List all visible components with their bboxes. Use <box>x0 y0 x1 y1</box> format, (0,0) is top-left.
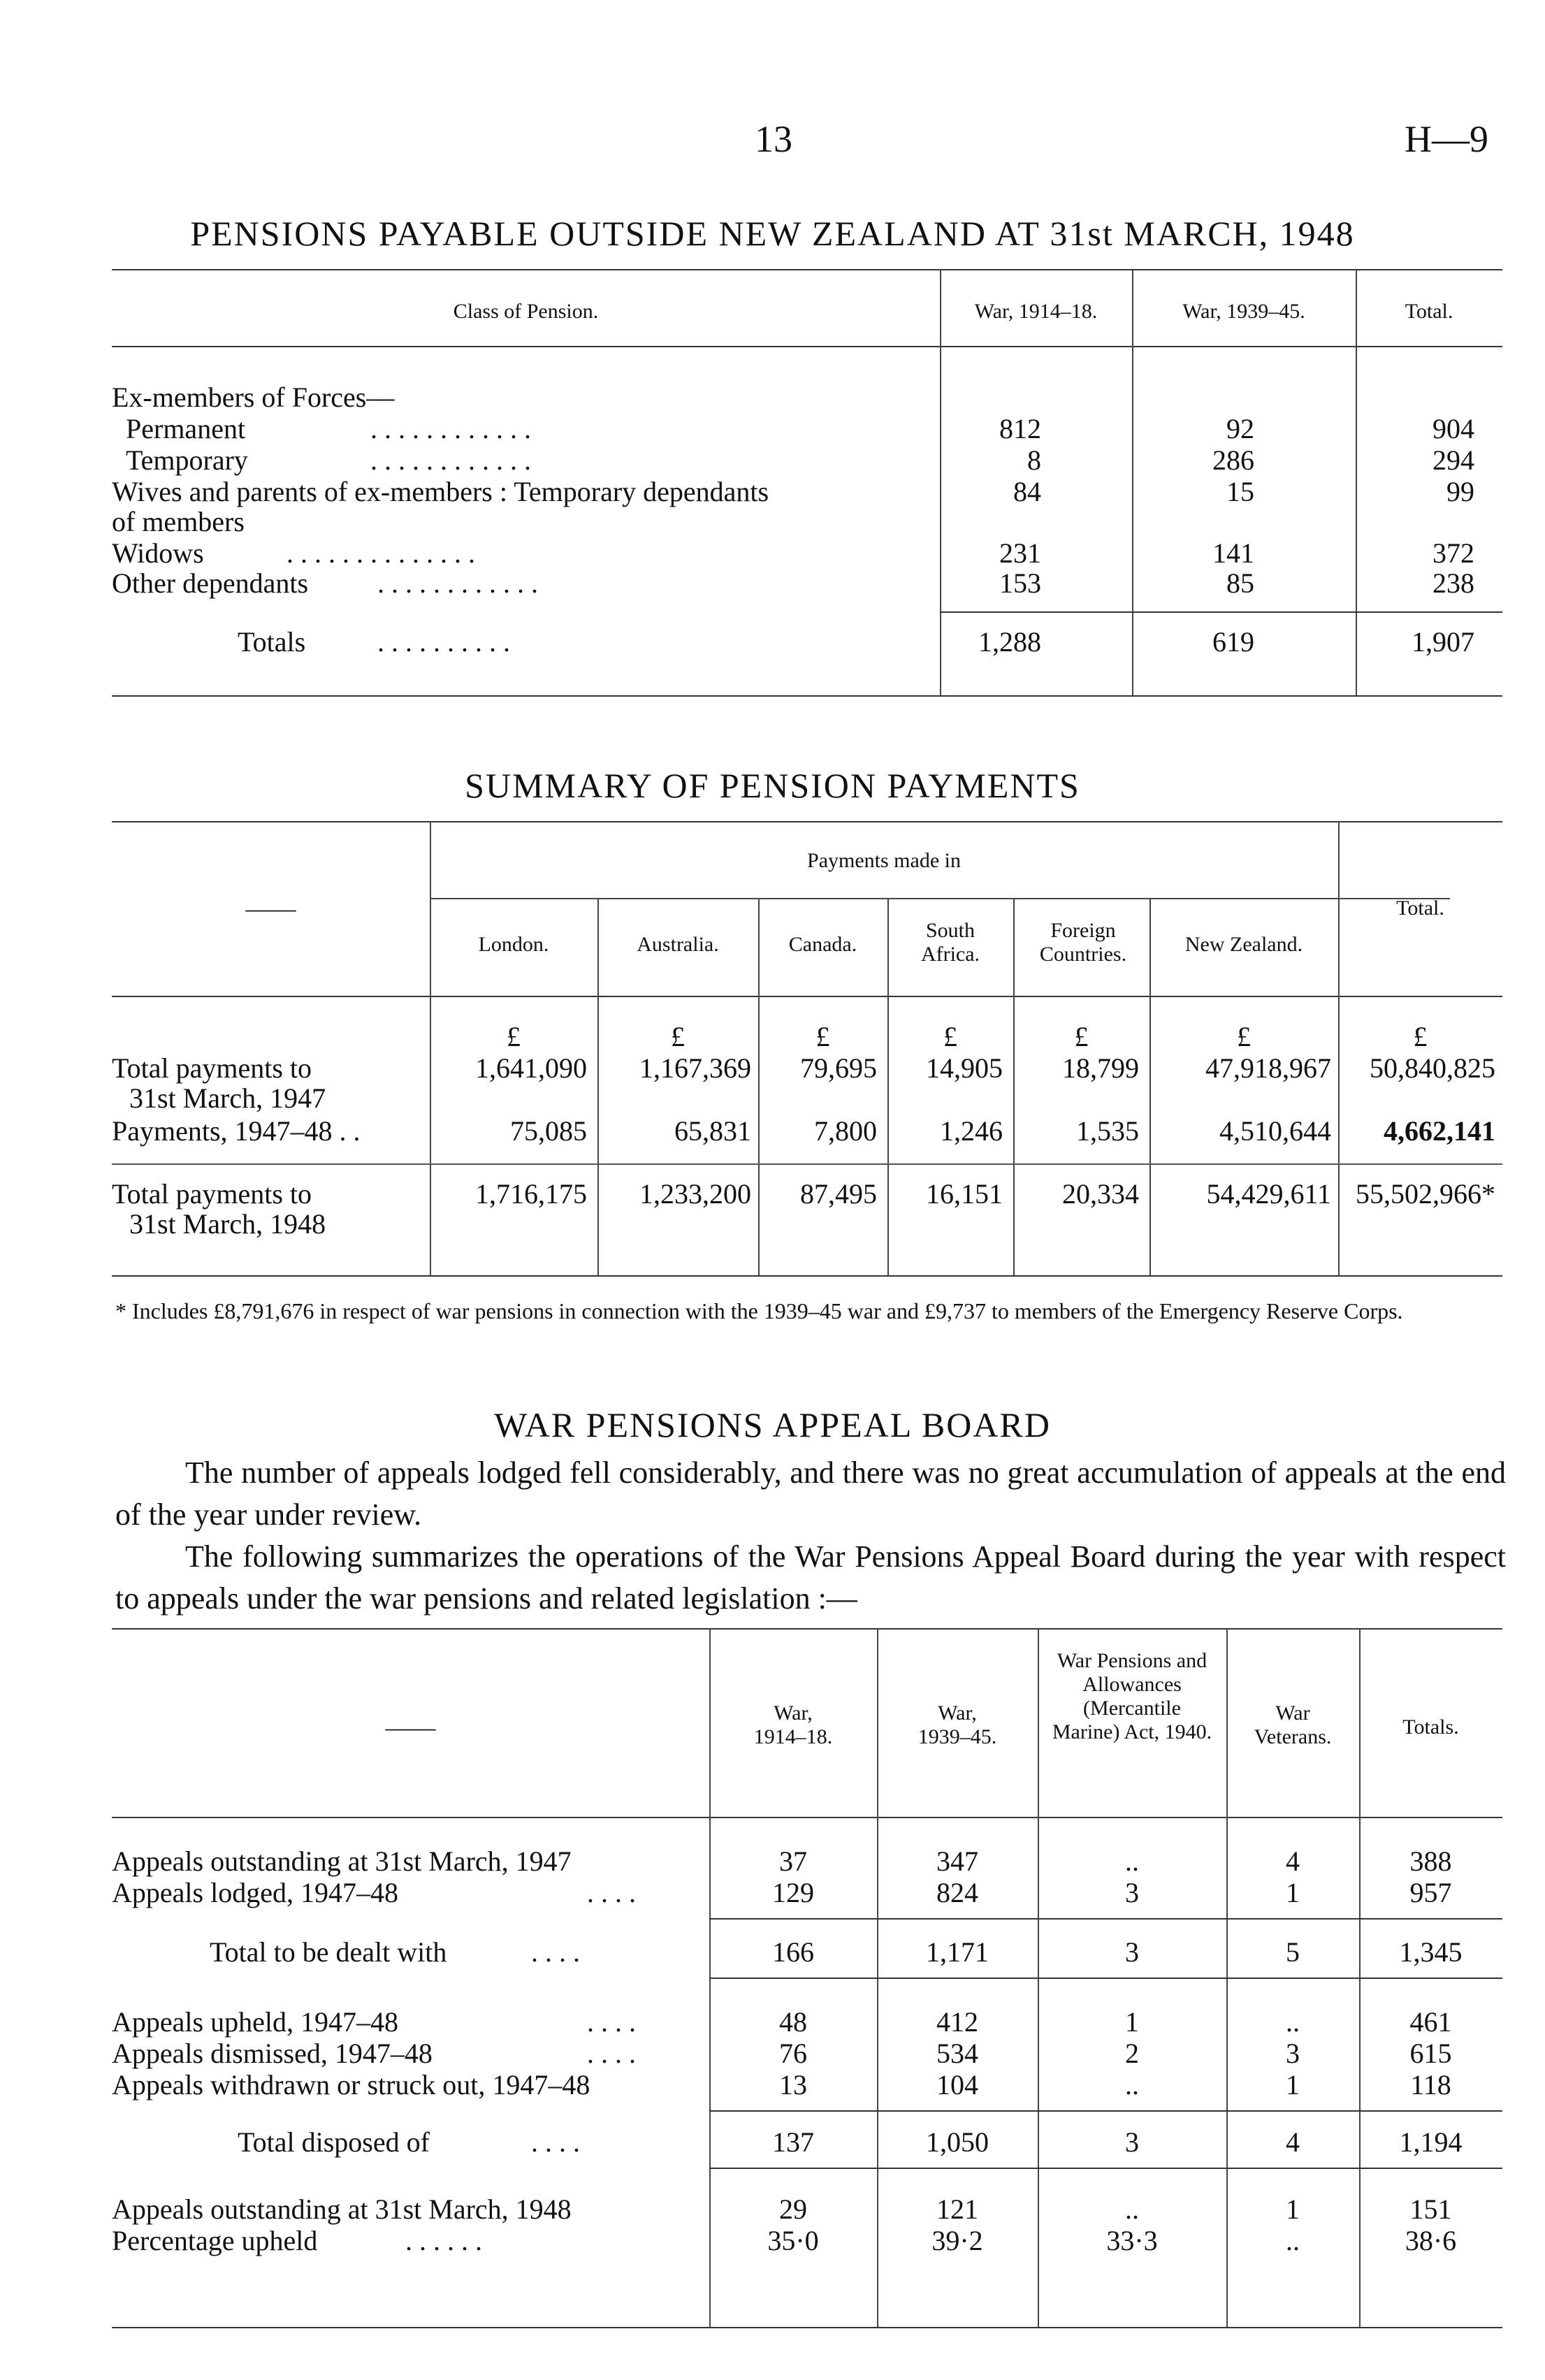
cell: 79,695 <box>800 1052 877 1084</box>
cell: 8 <box>1027 444 1041 476</box>
cell: 92 <box>1226 413 1254 444</box>
row-leader: . . . . . . . . . . . . <box>370 413 531 444</box>
cell: 65,831 <box>674 1115 751 1147</box>
cell: 412 <box>936 2006 978 2038</box>
summary-pension-payments-table <box>112 821 1502 1282</box>
cell: 33·3 <box>1106 2225 1158 2256</box>
cell: 4 <box>1286 2126 1300 2158</box>
cell: 1,907 <box>1412 626 1474 658</box>
col-canada: Canada. <box>788 933 857 956</box>
table2-title: SUMMARY OF PENSION PAYMENTS <box>465 766 1080 805</box>
row-leader: . . . . <box>587 2038 636 2069</box>
row-label-continued: 31st March, 1948 <box>129 1208 326 1240</box>
cell: 54,429,611 <box>1206 1178 1331 1210</box>
cell: 904 <box>1432 413 1474 444</box>
cell: 1,345 <box>1399 1936 1463 1968</box>
cell: 1,288 <box>978 626 1041 658</box>
cell: .. <box>1125 1845 1139 1877</box>
cell: 87,495 <box>800 1178 877 1210</box>
cell: 7,800 <box>814 1115 877 1147</box>
cell: 238 <box>1432 567 1474 599</box>
cell: 85 <box>1226 567 1254 599</box>
cell: 1,194 <box>1399 2126 1463 2158</box>
row-leader: . . . . . . . . . . . . <box>377 567 538 599</box>
row-label: Appeals withdrawn or struck out, 1947–48 <box>112 2069 590 2100</box>
row-leader: . . . . <box>531 2126 580 2158</box>
cell: 4,510,644 <box>1219 1115 1331 1147</box>
row-label: Percentage upheld <box>112 2225 318 2256</box>
row-label: Total payments to <box>112 1052 312 1084</box>
section-title: WAR PENSIONS APPEAL BOARD <box>494 1405 1051 1444</box>
cell: 16,151 <box>926 1178 1003 1210</box>
col-new-zealand: New Zealand. <box>1184 933 1303 956</box>
row-label: Appeals upheld, 1947–48 <box>112 2006 398 2038</box>
col-australia: Australia. <box>637 933 719 956</box>
group-header: Payments made in <box>807 849 961 872</box>
cell: 84 <box>1013 476 1041 507</box>
col-foreign-countries: Foreign Countries. <box>1039 919 1127 966</box>
cell: 534 <box>936 2038 978 2069</box>
cell: 141 <box>1212 537 1254 569</box>
row-leader: . . . . . . . . . . . . <box>370 444 531 476</box>
cell: 615 <box>1409 2038 1452 2069</box>
cell: 1 <box>1286 1877 1300 1908</box>
cell: 1,641,090 <box>475 1052 587 1084</box>
cell: 48 <box>779 2006 807 2038</box>
cell: .. <box>1125 2069 1139 2100</box>
paragraph: The following summarizes the operations of the War Pensions Appeal Board during the year with respect to appeals under the war pensions and related legislation :— <box>115 1539 1506 1616</box>
cell: 153 <box>999 567 1041 599</box>
col-totals: Totals. <box>1402 1715 1459 1739</box>
row-leader: . . . . . . <box>405 2225 482 2256</box>
col-war-1914-18: War, 1914–18. <box>974 300 1098 323</box>
totals-label: Totals <box>238 626 306 658</box>
cell: 18,799 <box>1062 1052 1139 1084</box>
cell: 118 <box>1410 2069 1451 2100</box>
col-south-africa: South Africa. <box>920 919 980 966</box>
row-label: Payments, 1947–48 . . <box>112 1115 361 1147</box>
group-label: Ex-members of Forces— <box>112 382 395 413</box>
cell: 14,905 <box>926 1052 1003 1084</box>
cell: 3 <box>1125 2126 1139 2158</box>
cell: 1,246 <box>940 1115 1003 1147</box>
row-label: Appeals lodged, 1947–48 <box>112 1877 398 1908</box>
row-label: Total payments to <box>112 1178 312 1210</box>
row-label: Permanent <box>126 413 246 444</box>
cell: 1,716,175 <box>475 1178 587 1210</box>
cell: 824 <box>936 1877 978 1908</box>
currency: £ <box>943 1021 957 1052</box>
row-label-continued: of members <box>112 506 245 537</box>
cell: 294 <box>1432 444 1474 476</box>
col-mercantile-marine: War Pensions and Allowances (Mercantile Marine) Act, 1940. <box>1052 1649 1212 1743</box>
cell: .. <box>1286 2225 1300 2256</box>
cell: 39·2 <box>931 2225 983 2256</box>
table1-title: PENSIONS PAYABLE OUTSIDE NEW ZEALAND AT 31st MARCH, 1948 <box>190 214 1355 253</box>
row-label: Appeals dismissed, 1947–48 <box>112 2038 433 2069</box>
cell: 35·0 <box>767 2225 819 2256</box>
cell: 37 <box>779 1845 807 1877</box>
cell: 13 <box>779 2069 807 2100</box>
cell: 129 <box>772 1877 814 1908</box>
cell: 4 <box>1286 1845 1300 1877</box>
currency: £ <box>1413 1021 1428 1052</box>
col-war-1914-18: War, 1914–18. <box>753 1701 833 1748</box>
cell: 121 <box>936 2193 978 2225</box>
cell: 1,233,200 <box>639 1178 751 1210</box>
currency: £ <box>815 1021 830 1052</box>
currency: £ <box>507 1021 521 1052</box>
row-label: Temporary <box>126 444 248 476</box>
row-leader: . . . . <box>531 1936 580 1968</box>
cell: 1 <box>1286 2193 1300 2225</box>
row-leader: . . . . . . . . . . . . . . <box>286 537 475 569</box>
col-london: London. <box>478 933 549 956</box>
cell: 461 <box>1409 2006 1452 2038</box>
cell: 47,918,967 <box>1205 1052 1331 1084</box>
cell: 99 <box>1446 476 1474 507</box>
cell: 137 <box>772 2126 814 2158</box>
row-label-continued: 31st March, 1947 <box>129 1082 326 1114</box>
cell: 76 <box>779 2038 807 2069</box>
cell: 347 <box>936 1845 978 1877</box>
cell: 20,334 <box>1062 1178 1139 1210</box>
cell: 75,085 <box>510 1115 587 1147</box>
stub-dash: —— <box>245 894 296 922</box>
col-war-1939-45: War, 1939–45. <box>1182 300 1305 323</box>
cell: 38·6 <box>1405 2225 1457 2256</box>
footnote: * Includes £8,791,676 in respect of war pensions in connection with the 1939–45 war and £9,737 to members of the Emergency Reserve Corps. <box>115 1298 1403 1323</box>
cell: 55,502,966* <box>1356 1178 1495 1210</box>
cell: 15 <box>1226 476 1254 507</box>
currency: £ <box>1074 1021 1089 1052</box>
cell: 2 <box>1125 2038 1139 2069</box>
page-number: 13 <box>755 118 792 160</box>
cell: 1 <box>1286 2069 1300 2100</box>
currency: £ <box>671 1021 685 1052</box>
cell: 104 <box>936 2069 978 2100</box>
col-total: Total. <box>1405 300 1453 323</box>
cell: 1,167,369 <box>639 1052 751 1084</box>
cell: 812 <box>999 413 1041 444</box>
cell: 957 <box>1409 1877 1452 1908</box>
row-label: Total disposed of <box>238 2126 430 2158</box>
cell: 286 <box>1212 444 1254 476</box>
row-label: Wives and parents of ex-members : Temporary dependants <box>112 476 769 507</box>
row-leader: . . . . <box>587 2006 636 2038</box>
cell: 1,050 <box>926 2126 989 2158</box>
appeal-board-table <box>112 1628 1502 2334</box>
row-leader: . . . . <box>587 1877 636 1908</box>
cell: 3 <box>1286 2038 1300 2069</box>
cell: 4,662,141 <box>1384 1115 1495 1147</box>
col-war-veterans: War Veterans. <box>1254 1701 1332 1748</box>
cell: 3 <box>1125 1936 1139 1968</box>
row-label: Other dependants <box>112 567 309 599</box>
cell: 29 <box>779 2193 807 2225</box>
cell: 166 <box>772 1936 814 1968</box>
cell: 50,840,825 <box>1370 1052 1495 1084</box>
cell: .. <box>1125 2193 1139 2225</box>
pensions-outside-nz-table <box>112 269 1502 702</box>
cell: 1,171 <box>926 1936 989 1968</box>
cell: 1,535 <box>1076 1115 1139 1147</box>
cell: 372 <box>1432 537 1474 569</box>
cell: 5 <box>1286 1936 1300 1968</box>
row-label: Total to be dealt with <box>210 1936 447 1968</box>
cell: 619 <box>1212 626 1254 658</box>
cell: 1 <box>1125 2006 1139 2038</box>
currency: £ <box>1237 1021 1251 1052</box>
paragraph: The number of appeals lodged fell considerably, and there was no great accumulation of appeals at the end of the year under review. <box>115 1456 1506 1532</box>
cell: 231 <box>999 537 1041 569</box>
cell: 151 <box>1409 2193 1452 2225</box>
row-label: Appeals outstanding at 31st March, 1947 <box>112 1845 572 1877</box>
col-class-of-pension: Class of Pension. <box>453 300 599 323</box>
page-reference: H—9 <box>1405 118 1488 160</box>
cell: .. <box>1286 2006 1300 2038</box>
row-label: Appeals outstanding at 31st March, 1948 <box>112 2193 572 2225</box>
col-total: Total. <box>1396 897 1444 920</box>
cell: 3 <box>1125 1877 1139 1908</box>
row-label: Widows <box>112 537 204 569</box>
col-war-1939-45: War, 1939–45. <box>917 1701 997 1748</box>
row-leader: . . . . . . . . . . <box>377 626 510 658</box>
stub-dash: —— <box>385 1713 436 1741</box>
cell: 388 <box>1409 1845 1452 1877</box>
